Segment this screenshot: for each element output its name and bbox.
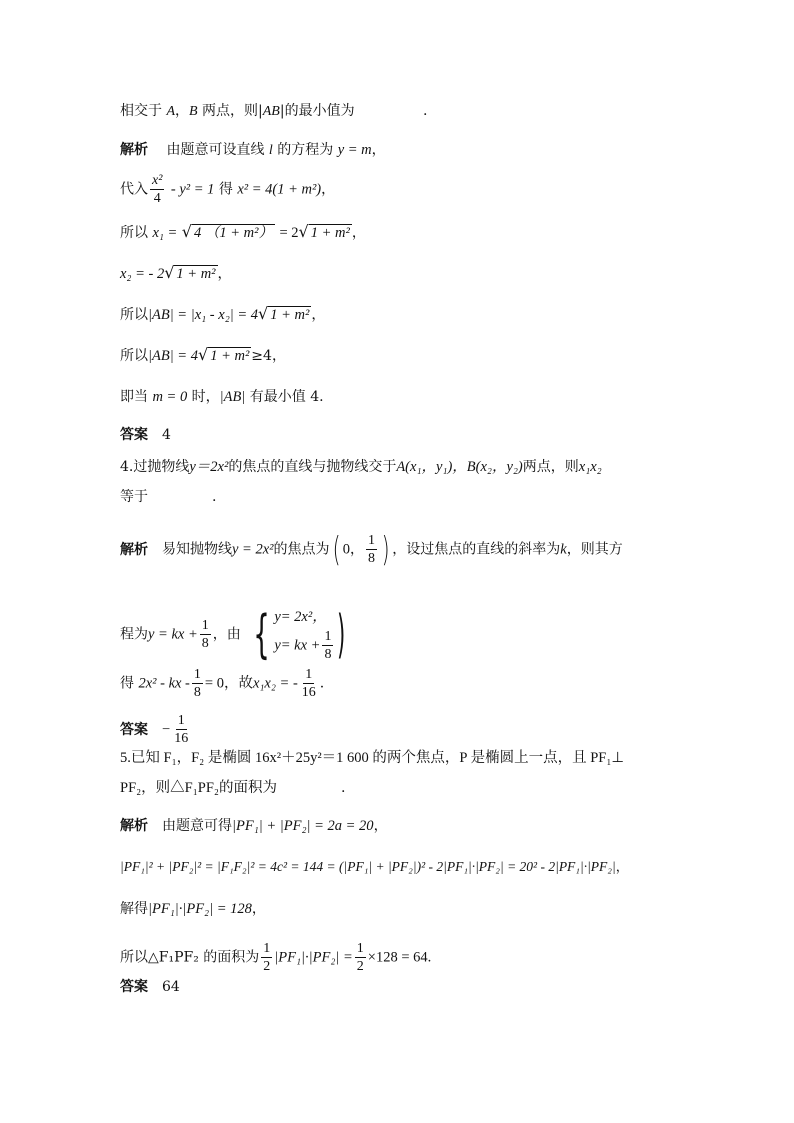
sqrt: √ 1 + m² bbox=[258, 304, 310, 323]
comma: ， bbox=[373, 818, 388, 834]
text: ，设过焦点的直线的斜率为 bbox=[392, 541, 561, 558]
radicand: 1 + m² bbox=[270, 307, 310, 323]
sqrt: √ 1 + m² bbox=[197, 345, 250, 364]
q3-analysis-line-3 bbox=[120, 222, 366, 243]
analysis-label: 解析 bbox=[120, 541, 148, 558]
numerator: 1 bbox=[324, 629, 332, 644]
fraction bbox=[261, 940, 272, 975]
q5-stem-text: 5.已知 F₁，F₂ 是椭圆 16x²＋25y²＝1 600 的两个焦点，P 是椭圆上一点，且 PF₁⊥ bbox=[120, 750, 625, 766]
equation: = 2 bbox=[279, 225, 299, 241]
text: ，则其方 bbox=[566, 541, 623, 558]
equation: x₁x₂ bbox=[578, 459, 602, 475]
comma: ， bbox=[251, 901, 266, 917]
equation: |AB| = |x₁ - x₂| = 4 bbox=[148, 307, 259, 323]
q5-analysis-line-2 bbox=[120, 857, 629, 878]
comma: ， bbox=[351, 225, 366, 241]
comma: ， bbox=[311, 307, 326, 323]
equation: x₁ = bbox=[152, 225, 178, 241]
radicand: 4 （1 + m²） bbox=[194, 225, 273, 241]
comma: ， bbox=[350, 541, 365, 558]
q5-analysis-line-4 bbox=[120, 940, 431, 975]
equation: y＝2x² bbox=[189, 459, 229, 475]
comma: ， bbox=[615, 860, 629, 875]
text: 即当 bbox=[120, 389, 153, 405]
text: 代入 bbox=[120, 181, 148, 198]
question-number: 4. bbox=[120, 459, 134, 475]
q5-analysis-line-1 bbox=[120, 816, 388, 836]
equation: |PF₁| + |PF₂| = 2a = 20 bbox=[232, 818, 374, 834]
sqrt: √ 1 + m² bbox=[164, 263, 216, 282]
text: 得 bbox=[120, 675, 139, 692]
equation: |AB| bbox=[219, 389, 246, 405]
text: 易知抛物线 bbox=[162, 541, 232, 558]
numerator: 1 bbox=[177, 713, 185, 728]
equation: |AB| = 4 bbox=[148, 348, 198, 364]
q5-analysis-line-3 bbox=[120, 899, 266, 919]
q3-stem bbox=[120, 101, 427, 122]
answer-value: 4 bbox=[162, 427, 171, 443]
denominator: 8 bbox=[193, 685, 201, 700]
equation: |PF₁|² + |PF₂|² = |F₁F₂|² = 4c² = 144 = (|PF₁| + |PF₂|)² - 2|PF₁|·|PF₂| = 20² - 2|PF₁|·|PF₂| bbox=[120, 859, 616, 874]
fraction bbox=[300, 666, 318, 701]
denominator: 8 bbox=[201, 636, 209, 651]
denominator: 2 bbox=[356, 959, 364, 974]
equation-system: { y= 2x²， y= kx + $\frac{1}{8}$ ) bbox=[253, 604, 346, 665]
comma: ， bbox=[175, 103, 190, 119]
equation: - y² = 1 bbox=[170, 181, 215, 198]
q3-analysis-line-4 bbox=[120, 263, 232, 284]
fraction bbox=[355, 940, 366, 975]
fraction bbox=[200, 617, 211, 652]
text: 时， bbox=[187, 389, 220, 405]
period: . bbox=[319, 675, 325, 692]
q3-analysis-line-1 bbox=[120, 140, 386, 161]
text: 得 bbox=[214, 181, 238, 198]
equation: m = 0 bbox=[152, 389, 188, 405]
q4-analysis-line-2 bbox=[120, 606, 352, 663]
q4-stem-line-1 bbox=[120, 457, 602, 477]
numerator: 1 bbox=[193, 667, 201, 682]
equation: y = 2x² bbox=[232, 541, 274, 558]
text: 等于 bbox=[120, 489, 148, 505]
period: . bbox=[341, 780, 346, 796]
analysis-label: 解析 bbox=[120, 818, 148, 834]
numerator: x² bbox=[152, 173, 163, 188]
point-a: A bbox=[166, 104, 176, 119]
q3-analysis-line-5 bbox=[120, 304, 325, 325]
segment-ab: AB bbox=[262, 104, 280, 119]
comma: ， bbox=[271, 348, 286, 364]
equation: ×128 = 64. bbox=[367, 949, 432, 966]
fraction bbox=[150, 172, 164, 207]
denominator: 8 bbox=[368, 551, 376, 566]
radicand: 1 + m² bbox=[210, 348, 250, 364]
text: 的焦点的直线与抛物线交于 bbox=[228, 459, 397, 475]
q4-answer bbox=[120, 712, 192, 747]
equation: y = m bbox=[337, 142, 372, 158]
var-l: l bbox=[268, 143, 273, 158]
text: 有最小值 4. bbox=[245, 389, 324, 405]
sqrt: √ 4 （1 + m²） bbox=[181, 222, 273, 241]
answer-fraction bbox=[172, 712, 190, 747]
text: 的焦点为 bbox=[273, 541, 330, 558]
text: ，由 bbox=[212, 626, 241, 643]
text: 所以 bbox=[120, 307, 148, 323]
system-line-1: y= 2x²， bbox=[274, 609, 327, 625]
q3-analysis-line-7 bbox=[120, 387, 324, 407]
denominator: 2 bbox=[263, 959, 271, 974]
numerator: 1 bbox=[263, 941, 271, 956]
radicand: 1 + m² bbox=[176, 266, 216, 282]
sqrt: √ 1 + m² bbox=[298, 222, 350, 241]
answer-value: 64 bbox=[162, 979, 180, 995]
radicand: 1 + m² bbox=[310, 225, 350, 241]
q4-stem-line-2 bbox=[120, 487, 216, 507]
q5-stem-text: PF₂，则△F₁PF₂的面积为 bbox=[120, 780, 277, 796]
equation: x² = 4(1 + m²) bbox=[237, 181, 322, 198]
q4-analysis-line-3 bbox=[120, 666, 324, 701]
comma: ， bbox=[217, 266, 232, 282]
q4-analysis-line-1: 解析 易知抛物线y = 2x²的焦点为( 0， $\frac{1}{8}$ ) ，设过焦点的直线的斜率为k，则其方 bbox=[120, 529, 623, 570]
coordinate: 0 bbox=[342, 541, 351, 558]
text: 所以 bbox=[120, 348, 148, 364]
analysis-label: 解析 bbox=[120, 142, 148, 158]
text: 程为 bbox=[120, 626, 148, 643]
numerator: 1 bbox=[305, 667, 313, 682]
comma: ， bbox=[371, 142, 386, 158]
equation: ≥4 bbox=[251, 348, 272, 364]
fraction bbox=[366, 532, 377, 567]
period: . bbox=[212, 489, 217, 505]
fraction bbox=[192, 666, 203, 701]
text: 由题意可得 bbox=[162, 818, 232, 834]
equation: y = kx + bbox=[148, 626, 198, 643]
text: 解得 bbox=[120, 901, 148, 917]
equation: |PF₁|·|PF₂| = bbox=[274, 949, 353, 966]
denominator: 4 bbox=[153, 191, 161, 206]
answer-sign: − bbox=[162, 721, 171, 738]
denominator: 8 bbox=[324, 647, 332, 662]
q5-answer bbox=[120, 977, 180, 997]
text: 两点，则 bbox=[522, 459, 579, 475]
q5-stem-line-1 bbox=[120, 748, 624, 768]
equation: = 0，故 bbox=[204, 675, 253, 692]
comma: ， bbox=[321, 181, 336, 198]
text: 的方程为 bbox=[272, 142, 334, 158]
point-b: B bbox=[189, 104, 198, 119]
equation: x₁x₂ = - bbox=[252, 675, 298, 692]
numerator: 1 bbox=[368, 533, 376, 548]
q3-stem-text: 两点，则| bbox=[197, 103, 263, 119]
system-line-2: y= kx + bbox=[274, 637, 321, 654]
denominator: 16 bbox=[301, 685, 316, 700]
numerator: 1 bbox=[201, 618, 209, 633]
var-k: k bbox=[560, 541, 567, 558]
q3-answer bbox=[120, 425, 171, 445]
q3-stem-text: |的最小值为 bbox=[279, 103, 355, 119]
equation: A(x₁，y₁)，B(x₂，y₂) bbox=[396, 459, 523, 475]
text: 由题意可设直线 bbox=[166, 142, 265, 158]
text: 所以 bbox=[120, 225, 148, 241]
q5-stem-line-2 bbox=[120, 778, 345, 798]
fraction bbox=[322, 628, 333, 663]
period: . bbox=[423, 103, 428, 119]
answer-label: 答案 bbox=[120, 427, 148, 443]
text: 过抛物线 bbox=[133, 459, 190, 475]
q3-stem-text: 相交于 bbox=[120, 103, 162, 119]
answer-label: 答案 bbox=[120, 979, 148, 995]
q3-analysis-line-2 bbox=[120, 172, 335, 207]
equation: x₂ = - 2 bbox=[120, 266, 165, 282]
denominator: 16 bbox=[174, 731, 189, 746]
equation: |PF₁|·|PF₂| = 128 bbox=[148, 901, 252, 917]
numerator: 1 bbox=[356, 941, 364, 956]
equation: 2x² - kx - bbox=[138, 675, 190, 692]
q3-analysis-line-6 bbox=[120, 345, 286, 366]
answer-label: 答案 bbox=[120, 721, 148, 738]
text: 所以△F₁PF₂ 的面积为 bbox=[120, 949, 260, 966]
